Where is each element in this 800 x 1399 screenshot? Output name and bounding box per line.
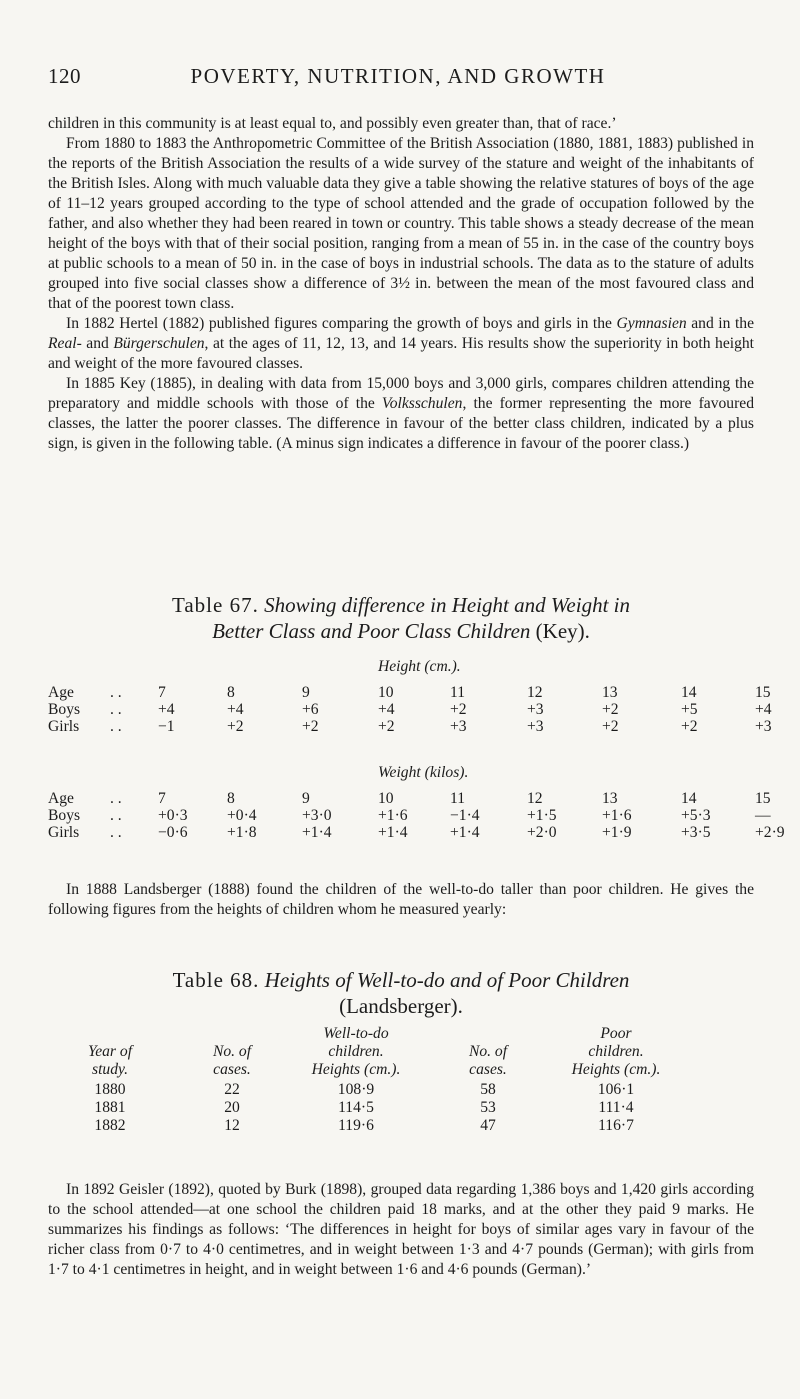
height-cell: 10 [378, 684, 394, 701]
weight-cell: +1·4 [302, 824, 332, 841]
height-cell: +2 [681, 718, 698, 735]
table-68-cell: 106·1 [597, 1081, 635, 1098]
weight-cell: 13 [602, 790, 618, 807]
height-cell: 12 [527, 684, 543, 701]
table-68 [48, 1025, 754, 1175]
table-68-header: No. of cases. [468, 1043, 508, 1078]
weight-cell: +0·4 [227, 807, 257, 824]
body-text-middle [48, 880, 754, 920]
weight-cell: +1·5 [527, 807, 557, 824]
paragraph-anthropometric-committee: From 1880 to 1883 the Anthropometric Committee of the British Association (1880, 1881, 1883) published in the reports of the British Association the results of a wide survey of the stature and weight of the inhabitants of the British Isles. Along with much valuable data they give a table showing the relative statures of boys of the age of 11–12 years grouped according to the type of school attended and the grade of occupation followed by the father, and also whether they had been reared in town or country. This table shows a steady decrease of the mean height of the boys with that of their social position, ranging from a mean of 55 in. in the case of the country boys at public schools to a mean of 50 in. in the case of boys in industrial schools. The data as to the stature of adults grouped into five social classes show a difference of 3½ in. between the mean of the most favoured class and that of the poorest town class. [48, 135, 754, 312]
paragraph-geisler: In 1892 Geisler (1892), quoted by Burk (1898), grouped data regarding 1,386 boys and 1,420 girls according to the school attended—at one school the children paid 18 marks, and at the other they paid 9 marks. He summarizes his findings as follows: ‘The differences in height for boys of similar ages vary in favour of the richer class from 0·7 to 4·0 centimetres, and in weight between 1·3 and 4·7 pounds (German); with girls from 1·7 to 4·1 centimetres in height, and in weight between 1·6 and 4·6 pounds (German).’ [48, 1181, 754, 1278]
weight-row-leader: . . [110, 824, 122, 841]
table-68-cell: 108·9 [337, 1081, 375, 1098]
weight-cell: +3·5 [681, 824, 711, 841]
height-cell: +2 [602, 718, 619, 735]
height-row [48, 701, 772, 719]
table-68-cell: 111·4 [598, 1099, 634, 1116]
height-cell: +5 [681, 701, 698, 718]
weight-cell: 10 [378, 790, 394, 807]
weight-cell: +2·0 [527, 824, 557, 841]
table-68-header: No. of cases. [212, 1043, 252, 1078]
weight-row-label: Boys [48, 807, 81, 824]
body-text-top [48, 114, 754, 454]
height-row-leader: . . [110, 701, 122, 718]
table-67-label: Table 67. [172, 593, 259, 617]
weight-cell: +5·3 [681, 807, 711, 824]
weight-row-label: Girls [48, 824, 80, 841]
height-cell: 13 [602, 684, 618, 701]
weight-cell: −1·4 [450, 807, 480, 824]
weight-row [48, 824, 785, 842]
running-header [48, 64, 748, 90]
weight-cell: +1·6 [602, 807, 632, 824]
table-68-cell: 119·6 [338, 1117, 374, 1134]
height-cell: +3 [527, 701, 544, 718]
height-cell: 7 [158, 684, 166, 701]
table-68-cell: 22 [224, 1081, 240, 1098]
weight-cell: — [755, 807, 771, 824]
weight-subheading: Weight (kilos). [378, 764, 469, 781]
height-cell: +4 [227, 701, 244, 718]
table-68-cell: 114·5 [338, 1099, 374, 1116]
page-number: 120 [48, 64, 81, 88]
height-row [48, 684, 771, 702]
weight-cell: +3·0 [302, 807, 332, 824]
table-68-header: Year of study. [87, 1043, 133, 1078]
weight-row-leader: . . [110, 807, 122, 824]
height-cell: +3 [450, 718, 467, 735]
height-row-label: Girls [48, 718, 80, 735]
table-68-title-line1: Heights of Well-to-do and of Poor Children [264, 968, 630, 992]
weight-row-leader: . . [110, 790, 122, 807]
paragraph-hertel: In 1882 Hertel (1882) published figures comparing the growth of boys and girls in the Gymnasien and in the Real- and Bürgerschulen, at the ages of 11, 12, 13, and 14 years. His results show the superiority in both height and weight of the more favoured classes. [48, 315, 755, 372]
height-row-leader: . . [110, 684, 122, 701]
weight-cell: 7 [158, 790, 166, 807]
table-68-cell: 20 [224, 1099, 240, 1116]
weight-cell: +2·9 [755, 824, 785, 841]
height-cell: 14 [681, 684, 697, 701]
height-cell: +2 [450, 701, 467, 718]
height-cell: −1 [158, 718, 175, 735]
height-cell: +3 [755, 718, 772, 735]
weight-cell: −0·6 [158, 824, 188, 841]
weight-row [48, 807, 771, 825]
weight-cell: 14 [681, 790, 697, 807]
height-cell: 15 [755, 684, 771, 701]
weight-cell: 12 [527, 790, 543, 807]
weight-cell: +1·9 [602, 824, 632, 841]
table-68-title-line2: (Landsberger). [339, 994, 463, 1018]
table-68-cell: 1880 [94, 1081, 126, 1098]
weight-cell: 9 [302, 790, 310, 807]
body-text-bottom [48, 1180, 754, 1280]
weight-cell: 11 [450, 790, 466, 807]
paragraph-key: In 1885 Key (1885), in dealing with data from 15,000 boys and 3,000 girls, compares children attending the preparatory and middle schools with those of the Volksschulen, the former representing the more favoured classes, the latter the poorer classes. The difference in favour of the better class children, indicated by a plus sign, is given in the following table. (A minus sign indicates a difference in favour of the poorer class.) [48, 375, 754, 452]
height-subheading: Height (cm.). [378, 658, 461, 675]
table-68-cell: 12 [224, 1117, 240, 1134]
table-67-weight [48, 764, 785, 844]
table-67-title-line1: Showing difference in Height and Weight in [264, 593, 630, 617]
table-68-caption [48, 967, 754, 1019]
height-cell: +4 [378, 701, 395, 718]
height-cell: +4 [755, 701, 772, 718]
table-67-height [48, 658, 772, 738]
table-68-cell: 1881 [94, 1099, 126, 1116]
height-row-label: Age [48, 684, 74, 701]
weight-cell: +1·6 [378, 807, 408, 824]
paragraph-landsberger: In 1888 Landsberger (1888) found the children of the well-to-do taller than poor children. He gives the following figures from the heights of children whom he measured yearly: [48, 881, 754, 918]
weight-cell: 15 [755, 790, 771, 807]
weight-cell: +1·4 [450, 824, 480, 841]
table-68-header: Well-to-do children. Heights (cm.). [311, 1025, 401, 1078]
height-row-label: Boys [48, 701, 81, 718]
height-cell: +4 [158, 701, 175, 718]
height-cell: 9 [302, 684, 310, 701]
height-cell: +2 [378, 718, 395, 735]
height-cell: +3 [527, 718, 544, 735]
height-cell: 11 [450, 684, 466, 701]
height-cell: +2 [302, 718, 319, 735]
table-67-title-line2: Better Class and Poor Class Children (Key). [212, 619, 590, 643]
weight-row-label: Age [48, 790, 74, 807]
weight-cell: +1·4 [378, 824, 408, 841]
weight-cell: +0·3 [158, 807, 188, 824]
table-68-label: Table 68. [172, 968, 260, 992]
table-68-cell: 53 [480, 1099, 496, 1116]
table-68-cell: 116·7 [598, 1117, 634, 1134]
height-cell: 8 [227, 684, 235, 701]
paragraph-continuation: children in this community is at least equal to, and possibly even greater than, that of race.’ [48, 115, 617, 132]
weight-cell: +1·8 [227, 824, 257, 841]
height-row [48, 718, 772, 736]
table-68-header: Poor children. Heights (cm.). [571, 1025, 661, 1078]
height-cell: +2 [602, 701, 619, 718]
height-cell: +6 [302, 701, 319, 718]
height-row-leader: . . [110, 718, 122, 735]
table-67-caption [48, 592, 754, 644]
weight-row [48, 790, 771, 808]
weight-cell: 8 [227, 790, 235, 807]
height-cell: +2 [227, 718, 244, 735]
table-68-cell: 58 [480, 1081, 496, 1098]
table-68-cell: 47 [480, 1117, 496, 1134]
running-title: POVERTY, NUTRITION, AND GROWTH [190, 64, 606, 88]
table-68-cell: 1882 [94, 1117, 126, 1134]
